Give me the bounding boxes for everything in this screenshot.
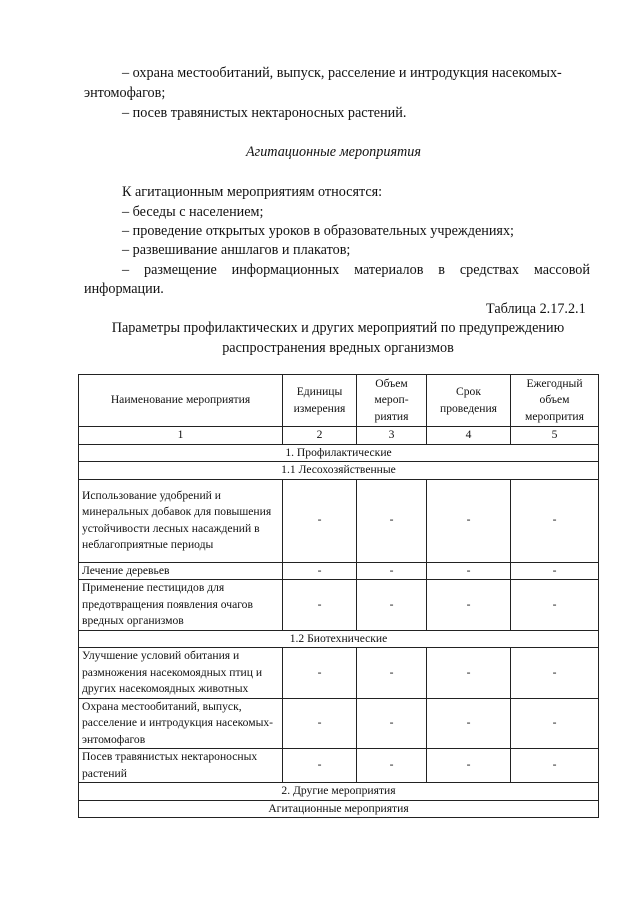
paragraph-line: информации.	[84, 281, 164, 297]
cell-name: Улучшение условий обитания и размножения насекомоядных птиц и других насекомоядных животных	[79, 648, 283, 699]
cell-value: -	[511, 562, 599, 580]
cell-value: -	[511, 749, 599, 783]
cell-value: -	[283, 749, 357, 783]
table-caption: Параметры профилактических и других мероприятий по предупреждению	[111, 320, 565, 336]
column-number: 3	[357, 427, 427, 445]
column-number: 2	[283, 427, 357, 445]
paragraph-line: – охрана местообитаний, выпуск, расселение и интродукция насекомых-	[122, 65, 562, 81]
table-row	[79, 580, 599, 631]
column-number-row	[79, 427, 599, 445]
cell-value: -	[357, 698, 427, 749]
cell-value: -	[427, 648, 511, 699]
cell-name: Посев травянистых нектароносных растений	[79, 749, 283, 783]
section-title: 1. Профилактические	[79, 444, 599, 462]
parameters-table	[78, 374, 599, 818]
paragraph-line: К агитационным мероприятиям относятся:	[122, 184, 383, 200]
cell-value: -	[511, 479, 599, 562]
cell-name: Использование удобрений и минеральных добавок для повышения устойчивости лесных насаждений в неблагоприятные периоды	[79, 479, 283, 562]
section-row	[79, 800, 599, 818]
section-row	[79, 783, 599, 801]
bullet-item: – развешивание аншлагов и плакатов;	[122, 242, 351, 258]
section-title: 1.2 Биотехнические	[79, 630, 599, 648]
table-row	[79, 562, 599, 580]
cell-value: -	[427, 479, 511, 562]
cell-value: -	[511, 698, 599, 749]
table-caption: распространения вредных организмов	[222, 340, 454, 356]
section-row	[79, 444, 599, 462]
cell-name: Охрана местообитаний, выпуск, расселение и интродукция насекомых-энтомофагов	[79, 698, 283, 749]
cell-value: -	[283, 580, 357, 631]
bullet-item: – размещение информационных материалов в средствах массовой	[122, 262, 590, 278]
cell-value: -	[427, 562, 511, 580]
cell-value: -	[283, 479, 357, 562]
table-row	[79, 648, 599, 699]
cell-value: -	[357, 562, 427, 580]
cell-value: -	[427, 698, 511, 749]
cell-name: Лечение деревьев	[79, 562, 283, 580]
table-row	[79, 749, 599, 783]
column-number: 1	[79, 427, 283, 445]
section-title: 2. Другие мероприятия	[79, 783, 599, 801]
table-row	[79, 698, 599, 749]
cell-value: -	[357, 479, 427, 562]
cell-value: -	[283, 648, 357, 699]
paragraph-line: – посев травянистых нектароносных растений.	[122, 105, 407, 121]
cell-value: -	[357, 749, 427, 783]
column-header: Срок проведения	[427, 375, 511, 427]
cell-value: -	[357, 580, 427, 631]
cell-value: -	[283, 698, 357, 749]
table-header-row	[79, 375, 599, 427]
cell-value: -	[283, 562, 357, 580]
section-title: 1.1 Лесохозяйственные	[79, 462, 599, 480]
column-header: Объем мероп- риятия	[357, 375, 427, 427]
section-row	[79, 630, 599, 648]
cell-value: -	[511, 580, 599, 631]
table-number: Таблица 2.17.2.1	[486, 301, 586, 317]
column-header: Ежегодный объем меропрития	[511, 375, 599, 427]
column-header: Наименование мероприятия	[79, 375, 283, 427]
section-heading: Агитационные мероприятия	[246, 144, 421, 160]
column-number: 4	[427, 427, 511, 445]
section-row	[79, 462, 599, 480]
column-number: 5	[511, 427, 599, 445]
paragraph-line: энтомофагов;	[84, 85, 166, 101]
bullet-item: – проведение открытых уроков в образовательных учреждениях;	[122, 223, 514, 239]
cell-name: Применение пестицидов для предотвращения появления очагов вредных организмов	[79, 580, 283, 631]
cell-value: -	[511, 648, 599, 699]
cell-value: -	[427, 580, 511, 631]
cell-value: -	[427, 749, 511, 783]
section-title: Агитационные мероприятия	[79, 800, 599, 818]
table-row	[79, 479, 599, 562]
cell-value: -	[357, 648, 427, 699]
column-header: Единицы измерения	[283, 375, 357, 427]
bullet-item: – беседы с населением;	[122, 204, 264, 220]
